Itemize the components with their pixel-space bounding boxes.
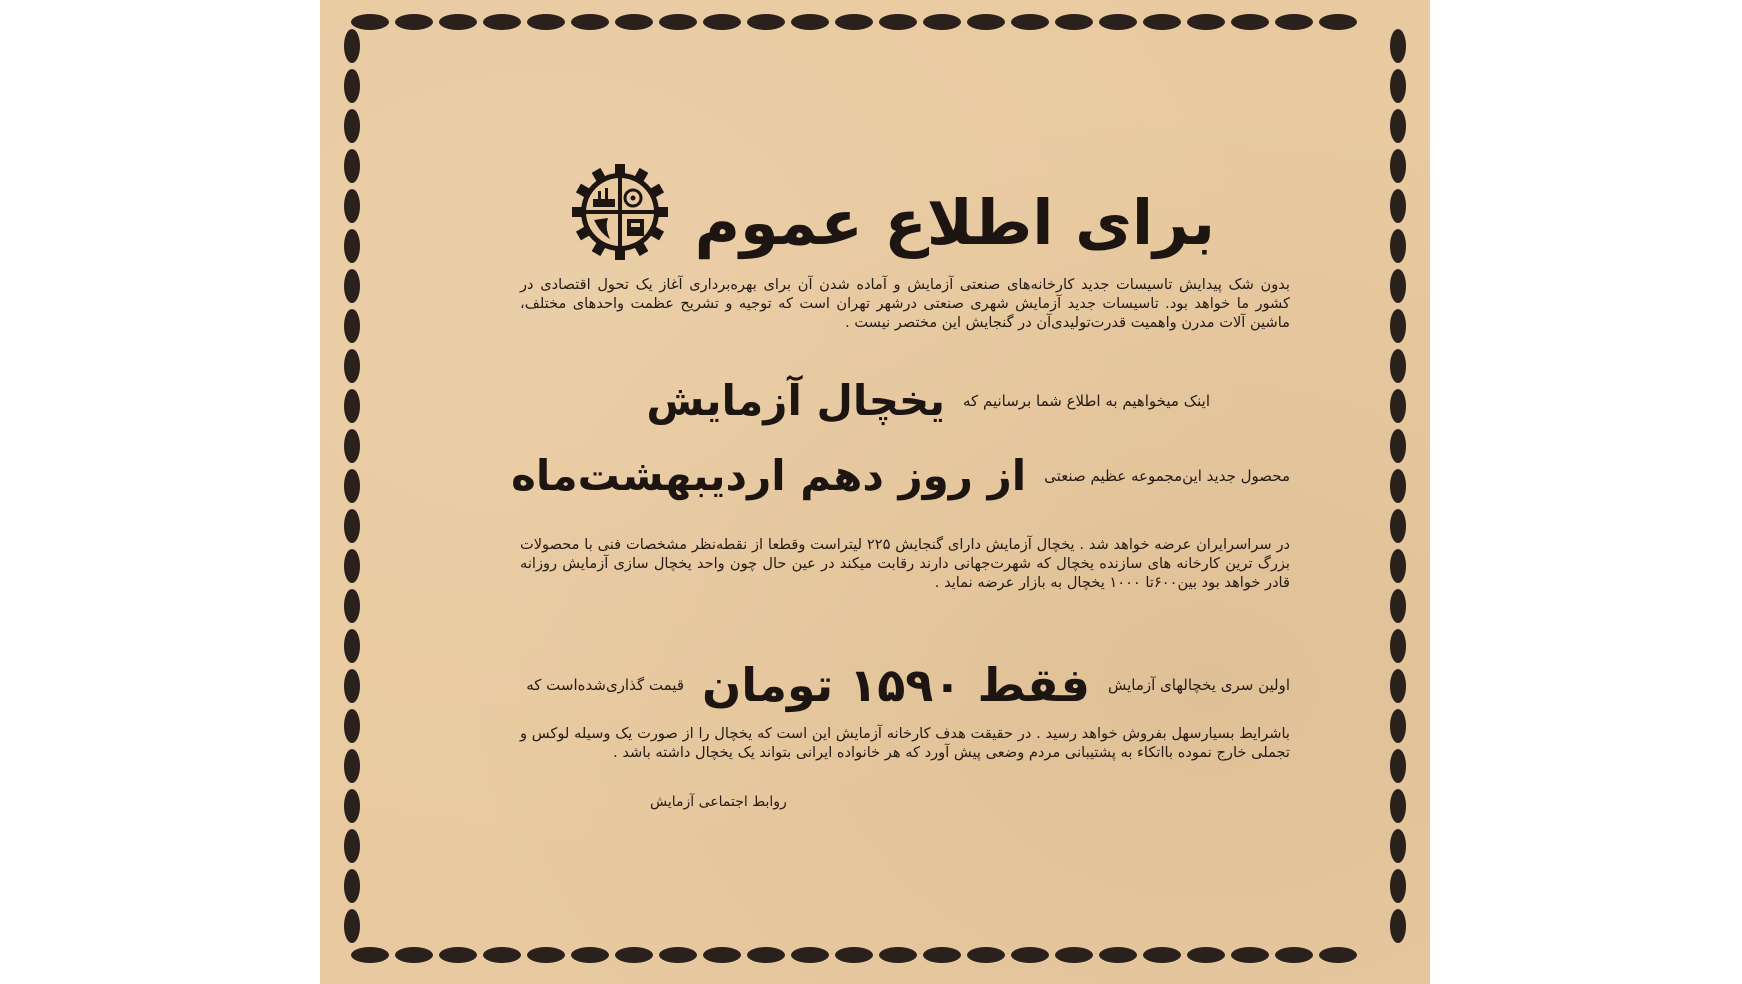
border-bead bbox=[1143, 947, 1181, 963]
border-bead bbox=[703, 947, 741, 963]
border-bead bbox=[344, 469, 360, 503]
border-bead bbox=[344, 549, 360, 583]
border-bead bbox=[1390, 469, 1406, 503]
border-bead bbox=[835, 14, 873, 30]
border-bead bbox=[571, 14, 609, 30]
border-bead bbox=[1390, 789, 1406, 823]
headline: برای اطلاع عموم bbox=[694, 186, 1215, 259]
border-bead bbox=[1390, 429, 1406, 463]
border-bead bbox=[1390, 909, 1406, 943]
border-bead bbox=[1390, 669, 1406, 703]
border-bead bbox=[344, 189, 360, 223]
product-name: یخچال آزمایش bbox=[646, 376, 946, 425]
border-bead bbox=[1390, 149, 1406, 183]
border-bead bbox=[344, 109, 360, 143]
details-paragraph: در سراسرایران عرضه خواهد شد . یخچال آزمایش دارای گنجایش ۲۲۵ لیتراست وقطعا از نقطه‌نظر مشخصات فنی با محصولات بزرگ ترین کارخانه های سازنده یخچال که شهرت‌جهانی دارند رقابت میکند در عین حال چون واحد یخچال سازی آزمایش روزانه قادر خواهد بود بین۶۰۰تا ۱۰۰۰ یخچال به بازار عرضه نماید . bbox=[520, 536, 1290, 591]
border-bead bbox=[1390, 509, 1406, 543]
border-bead bbox=[571, 947, 609, 963]
border-bead bbox=[344, 869, 360, 903]
border-bead bbox=[1143, 14, 1181, 30]
border-bead bbox=[1390, 829, 1406, 863]
border-bead bbox=[835, 947, 873, 963]
launch-date: از روز دهم اردیبهشت‌ماه bbox=[511, 451, 1027, 500]
border-bead bbox=[923, 14, 961, 30]
border-bead bbox=[344, 309, 360, 343]
border-bead bbox=[344, 229, 360, 263]
border-bead bbox=[747, 14, 785, 30]
border-bead bbox=[483, 14, 521, 30]
border-bead bbox=[1099, 947, 1137, 963]
border-bead bbox=[344, 789, 360, 823]
border-bead bbox=[1011, 947, 1049, 963]
price-row bbox=[526, 658, 1290, 712]
border-bead bbox=[483, 947, 521, 963]
border-bead bbox=[1231, 14, 1269, 30]
border-bead bbox=[527, 947, 565, 963]
border-bead bbox=[791, 947, 829, 963]
border-bead bbox=[1390, 109, 1406, 143]
border-bead bbox=[351, 947, 389, 963]
border-bead bbox=[1187, 947, 1225, 963]
border-bead bbox=[1055, 947, 1093, 963]
border-bead bbox=[395, 947, 433, 963]
border-bead bbox=[344, 389, 360, 423]
border-bead bbox=[747, 947, 785, 963]
newspaper-page bbox=[320, 0, 1430, 984]
advertisement bbox=[460, 150, 1290, 850]
border-bead bbox=[344, 509, 360, 543]
border-bead bbox=[344, 269, 360, 303]
border-bead bbox=[1390, 749, 1406, 783]
border-bead bbox=[879, 14, 917, 30]
border-bead bbox=[967, 14, 1005, 30]
border-bead bbox=[1319, 14, 1357, 30]
border-bead bbox=[395, 14, 433, 30]
border-bead bbox=[1055, 14, 1093, 30]
border-bead bbox=[344, 749, 360, 783]
border-bead bbox=[1390, 189, 1406, 223]
intro-line: اینک میخواهیم به اطلاع شما برسانیم که bbox=[963, 392, 1210, 410]
border-bead bbox=[1231, 947, 1269, 963]
border-bead bbox=[344, 149, 360, 183]
product-row bbox=[646, 376, 1210, 425]
border-bead bbox=[344, 669, 360, 703]
factory-gear-emblem-icon bbox=[570, 162, 670, 262]
border-bead bbox=[1390, 349, 1406, 383]
border-bead bbox=[923, 947, 961, 963]
border-bead bbox=[1390, 629, 1406, 663]
price: فقط ۱۵۹۰ تومان bbox=[701, 658, 1090, 712]
border-bead bbox=[1390, 589, 1406, 623]
border-bead bbox=[1275, 947, 1313, 963]
border-bead bbox=[1011, 14, 1049, 30]
border-bead bbox=[344, 629, 360, 663]
border-bead bbox=[659, 14, 697, 30]
border-bead bbox=[344, 29, 360, 63]
border-bead bbox=[615, 947, 653, 963]
border-bead bbox=[1390, 869, 1406, 903]
border-bead bbox=[351, 14, 389, 30]
border-bead bbox=[344, 909, 360, 943]
border-bead bbox=[344, 429, 360, 463]
border-bead bbox=[344, 69, 360, 103]
border-bead bbox=[1390, 229, 1406, 263]
border-bead bbox=[967, 947, 1005, 963]
signature: روابط اجتماعی آزمایش bbox=[650, 794, 787, 810]
intro-paragraph: بدون شک پیدایش تاسیسات جدید کارخانه‌های صنعتی آزمایش و آماده شدن آن برای بهره‌برداری آغاز یک تحول اقتصادی در کشور ما خواهد بود. تاسیسات جدید آزمایش شهری صنعتی درشهر تهران است که توجیه و تشریح عظمت واحدهای مختلف، ماشین آلات مدرن واهمیت قدرت‌تولیدی‌آن در گنجایش این مختصر نیست . bbox=[520, 276, 1290, 331]
headline-row bbox=[695, 178, 1215, 268]
border-bead bbox=[703, 14, 741, 30]
border-bead bbox=[344, 829, 360, 863]
price-intro: اولین سری یخچالهای آزمایش bbox=[1107, 676, 1290, 694]
price-suffix: قیمت گذاری‌شده‌است که bbox=[526, 676, 684, 694]
border-bead bbox=[659, 947, 697, 963]
border-bead bbox=[439, 947, 477, 963]
border-bead bbox=[879, 947, 917, 963]
border-bead bbox=[1319, 947, 1357, 963]
product-line: محصول جدید این‌مجموعه عظیم صنعتی bbox=[1044, 467, 1290, 485]
border-bead bbox=[1390, 269, 1406, 303]
border-bead bbox=[527, 14, 565, 30]
border-bead bbox=[1390, 709, 1406, 743]
border-bead bbox=[615, 14, 653, 30]
border-bead bbox=[1187, 14, 1225, 30]
border-bead bbox=[1390, 389, 1406, 423]
border-bead bbox=[439, 14, 477, 30]
border-bead bbox=[1390, 29, 1406, 63]
border-bead bbox=[1275, 14, 1313, 30]
border-bead bbox=[1099, 14, 1137, 30]
border-bead bbox=[344, 589, 360, 623]
border-bead bbox=[791, 14, 829, 30]
border-bead bbox=[1390, 309, 1406, 343]
border-bead bbox=[344, 349, 360, 383]
border-bead bbox=[1390, 549, 1406, 583]
launch-row bbox=[511, 451, 1290, 500]
closing-paragraph: باشرایط بسیارسهل بفروش خواهد رسید . در حقیقت هدف کارخانه آزمایش این است که یخچال را از صورت یک وسیله لوکس و تجملی خارج نموده بااتکاء به پشتیبانی مردم وضعی پیش آورد که هر خانواده ایرانی بتواند یک یخچال داشته باشد . bbox=[520, 725, 1290, 761]
border-bead bbox=[344, 709, 360, 743]
border-bead bbox=[1390, 69, 1406, 103]
